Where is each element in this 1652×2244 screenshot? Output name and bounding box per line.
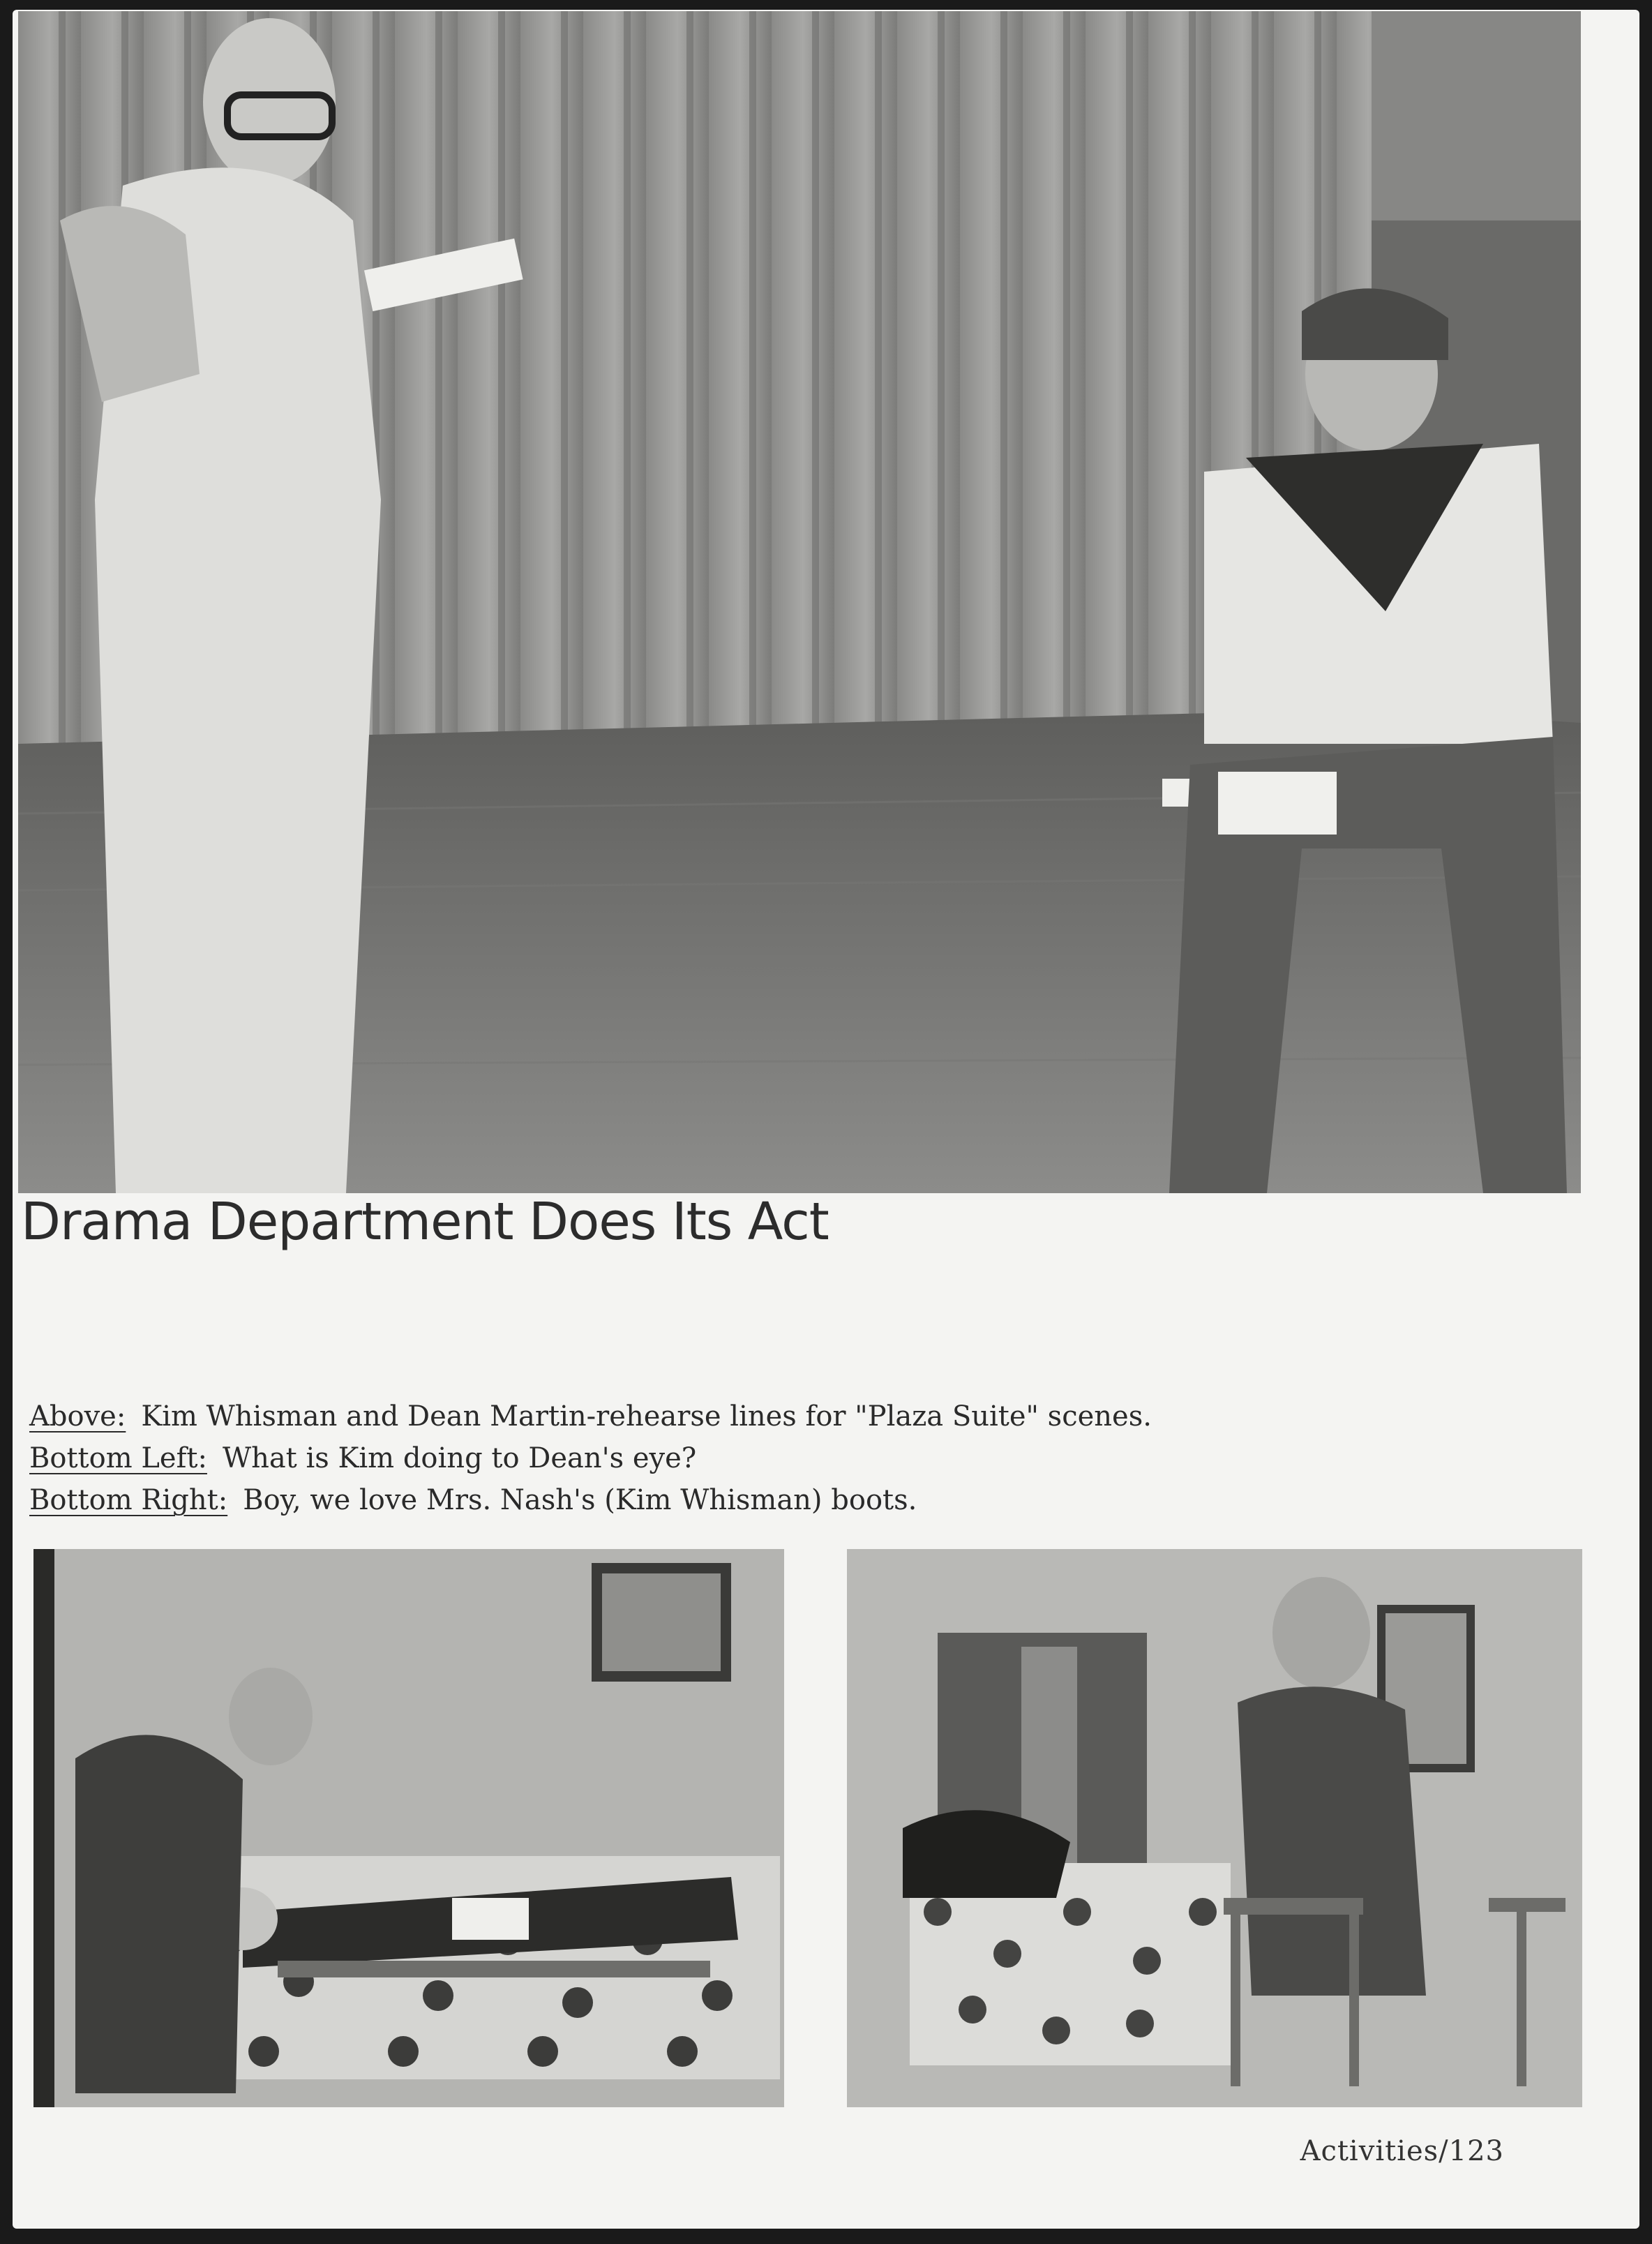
caption-label: Above:	[29, 1400, 126, 1433]
caption-bottom-left	[29, 1437, 1152, 1479]
caption-text: Boy, we love Mrs. Nash's (Kim Whisman) boots.	[243, 1484, 917, 1516]
yearbook-page	[13, 10, 1639, 2229]
caption-label: Bottom Left:	[29, 1442, 207, 1474]
bottom-right-photo-telephone-scene	[847, 1549, 1582, 2107]
caption-label: Bottom Right:	[29, 1484, 228, 1516]
bottom-left-photo-sofa-scene	[33, 1549, 784, 2107]
rehearsal-scene-image	[18, 11, 1581, 1193]
telephone-scene-image	[847, 1549, 1582, 2107]
caption-text: What is Kim doing to Dean's eye?	[222, 1442, 697, 1474]
photo-captions	[29, 1396, 1152, 1521]
caption-bottom-right	[29, 1479, 1152, 1521]
caption-above	[29, 1396, 1152, 1437]
page-headline: Drama Department Does Its Act	[21, 1192, 829, 1252]
caption-text: Kim Whisman and Dean Martin-rehearse lines for "Plaza Suite" scenes.	[141, 1400, 1152, 1433]
sofa-scene-image	[33, 1549, 784, 2107]
page-folio: Activities/123	[1300, 2135, 1504, 2167]
top-photo-rehearsal	[18, 11, 1581, 1193]
